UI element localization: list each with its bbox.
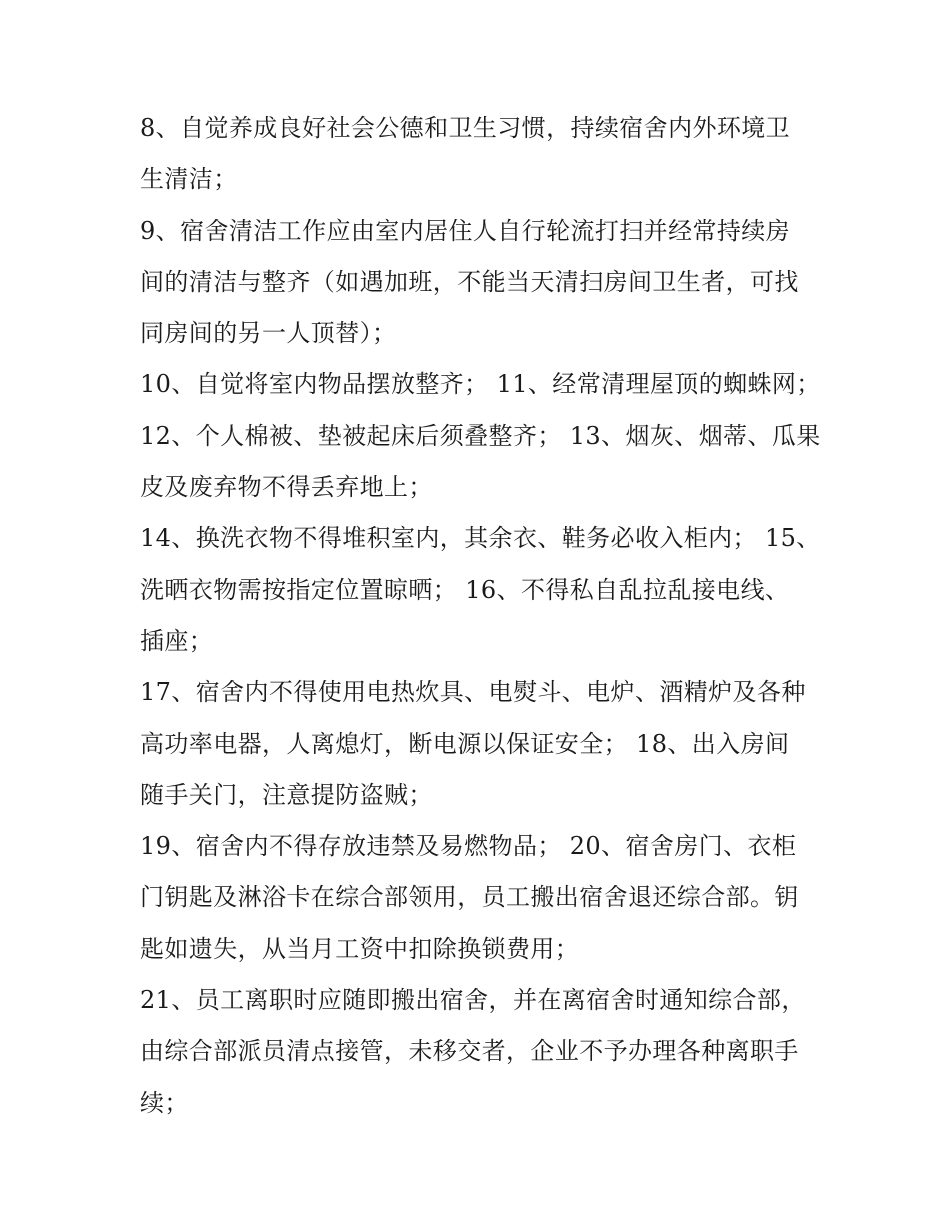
text-line: 洗晒衣物需按指定位置晾晒； 16、不得私自乱拉乱接电线、	[140, 575, 790, 604]
text-line: 8、自觉养成良好社会公德和卫生习惯，持续宿舍内外环境卫	[140, 114, 791, 142]
text-line: 21、员工离职时应随即搬出宿舍，并在离宿舍时通知综合部，	[140, 986, 806, 1015]
dormitory-rules-text	[140, 103, 820, 1129]
text-line: 12、个人棉被、垫被起床后须叠整齐； 13、烟灰、烟蒂、瓜果	[140, 421, 821, 450]
text-line: 10、自觉将室内物品摆放整齐； 11、经常清理屋顶的蜘蛛网；	[140, 370, 821, 399]
text-line: 门钥匙及淋浴卡在综合部领用，员工搬出宿舍退还综合部。钥	[140, 883, 799, 912]
text-line: 间的清洁与整齐（如遇加班，不能当天清扫房间卫生者，可找	[140, 267, 799, 296]
text-line: 匙如遗失，从当月工资中扣除换锁费用；	[140, 934, 580, 963]
text-line: 续；	[140, 1088, 189, 1117]
text-line: 插座；	[140, 626, 214, 655]
text-line: 生清洁；	[140, 165, 238, 194]
text-line: 皮及废弃物不得丢弃地上；	[140, 473, 433, 502]
text-line: 由综合部派员清点接管，未移交者，企业不予办理各种离职手	[140, 1037, 799, 1066]
text-line: 9、宿舍清洁工作应由室内居住人自行轮流打扫并经常持续房	[140, 216, 791, 245]
text-line: 19、宿舍内不得存放违禁及易燃物品； 20、宿舍房门、衣柜	[140, 832, 797, 861]
text-line: 17、宿舍内不得使用电热炊具、电熨斗、电炉、酒精炉及各种	[140, 678, 806, 707]
text-line: 随手关门，注意提防盗贼；	[140, 780, 433, 809]
text-line: 同房间的另一人顶替）；	[140, 319, 397, 348]
text-line: 高功率电器，人离熄灯，断电源以保证安全； 18、出入房间	[140, 729, 790, 758]
text-line: 14、换洗衣物不得堆积室内，其余衣、鞋务必收入柜内； 15、	[140, 524, 821, 553]
